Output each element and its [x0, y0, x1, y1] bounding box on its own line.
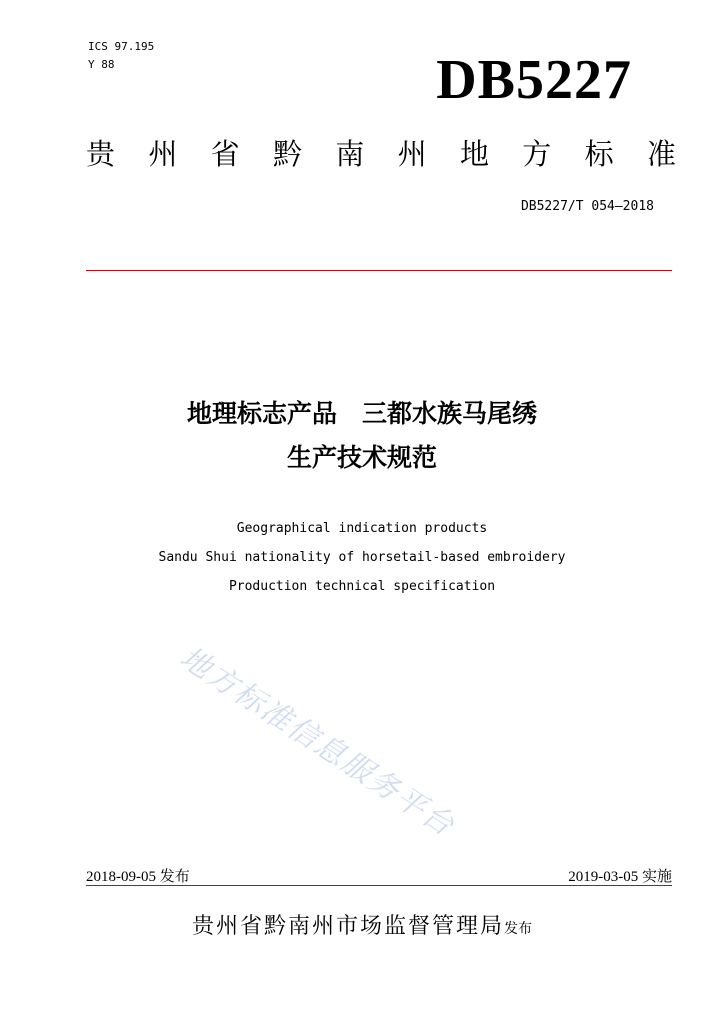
issuer-suffix: 发布: [504, 921, 532, 937]
ics-code: ICS 97.195: [88, 40, 155, 53]
english-title-line3: Production technical specification: [228, 579, 496, 594]
standard-title: [86, 134, 676, 174]
watermark: 地方标准信息服务平台: [173, 640, 461, 844]
chinese-title-line1: 地理标志产品 三都水族马尾绣: [186, 399, 537, 428]
publish-date: 2018-09-05 发布: [86, 869, 190, 885]
standard-title-char: 州: [397, 137, 427, 171]
english-title: [0, 514, 724, 601]
chinese-title: [0, 392, 724, 480]
standard-title-char: 方: [522, 137, 552, 171]
category-code: Y 88: [88, 58, 115, 71]
classification-codes: [88, 38, 154, 74]
standard-title-char: 省: [210, 137, 240, 171]
standard-title-char: 贵: [86, 137, 116, 171]
top-divider: [86, 270, 672, 271]
standard-title-char: 标: [584, 137, 614, 171]
standard-title-char: 州: [148, 137, 178, 171]
standard-title-char: 地: [459, 137, 489, 171]
bottom-divider: [86, 885, 672, 886]
standard-number: DB5227/T 054—2018: [520, 199, 654, 214]
standard-title-char: 黔: [272, 137, 302, 171]
standard-title-char: 南: [335, 137, 365, 171]
issuer-name: 贵州省黔南州市场监督管理局: [191, 914, 504, 939]
english-title-line2: Sandu Shui nationality of horsetail-based embroidery: [158, 550, 566, 565]
db-logo: DB5227: [436, 49, 632, 111]
standard-title-char: 准: [646, 137, 676, 171]
issuer: [0, 910, 724, 946]
chinese-title-line2: 生产技术规范: [286, 443, 437, 472]
implement-date: 2019-03-05 实施: [568, 869, 672, 885]
english-title-line1: Geographical indication products: [236, 521, 488, 536]
